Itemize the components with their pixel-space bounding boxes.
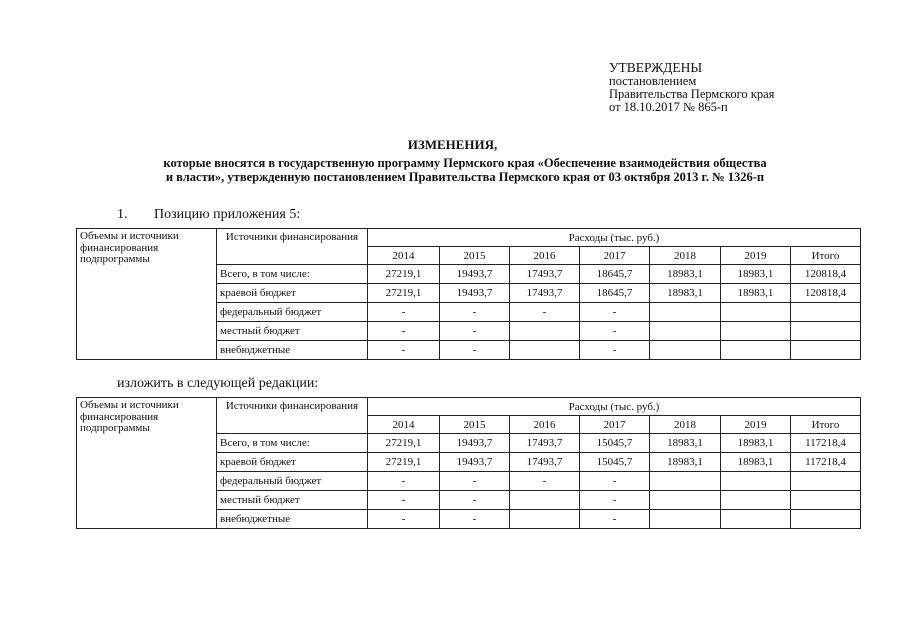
row-label-cell: краевой бюджет (217, 284, 368, 303)
financing-table-old (76, 228, 861, 360)
value-cell: 120818,4 (791, 265, 861, 284)
row-label-cell: федеральный бюджет (217, 472, 368, 491)
value-cell: 27219,1 (368, 265, 440, 284)
value-cell: 18983,1 (721, 453, 791, 472)
year-header-cell: 2018 (650, 416, 721, 434)
value-cell: 120818,4 (791, 284, 861, 303)
approval-line: постановлением (609, 74, 697, 88)
approval-line: Правительства Пермского края (609, 87, 775, 101)
value-cell: 18645,7 (580, 265, 650, 284)
value-cell: 19493,7 (440, 284, 510, 303)
year-header-cell: Итого (791, 247, 861, 265)
value-cell: - (368, 322, 440, 341)
row-label-cell: внебюджетные (217, 510, 368, 529)
value-cell: - (368, 491, 440, 510)
value-cell: 18983,1 (721, 434, 791, 453)
value-cell (510, 341, 580, 360)
year-header-cell: Итого (791, 416, 861, 434)
item-text: Позицию приложения 5: (154, 207, 301, 222)
replace-text: изложить в следующей редакции: (117, 376, 319, 391)
row-label-cell: местный бюджет (217, 491, 368, 510)
subtitle-line: которые вносятся в государственную программу Пермского края «Обеспечение взаимодействия общества (163, 156, 767, 170)
row-label-cell: местный бюджет (217, 322, 368, 341)
value-cell: - (580, 510, 650, 529)
value-cell: 15045,7 (580, 434, 650, 453)
value-cell (791, 322, 861, 341)
row-label-cell: Всего, в том числе: (217, 434, 368, 453)
row-label-cell: Всего, в том числе: (217, 265, 368, 284)
value-cell: 27219,1 (368, 453, 440, 472)
value-cell (721, 341, 791, 360)
value-cell: 18983,1 (650, 434, 721, 453)
row-label-cell: внебюджетные (217, 341, 368, 360)
value-cell (650, 341, 721, 360)
value-cell: - (580, 322, 650, 341)
value-cell: 18983,1 (650, 265, 721, 284)
value-cell: 19493,7 (440, 434, 510, 453)
value-cell: 117218,4 (791, 434, 861, 453)
approval-title: УТВЕРЖДЕНЫ (609, 60, 703, 75)
value-cell (650, 510, 721, 529)
value-cell: 27219,1 (368, 284, 440, 303)
value-cell (510, 510, 580, 529)
document-title: ИЗМЕНЕНИЯ, (407, 137, 498, 152)
row-header-cell: Объемы и источники финансирования подпрограммы (77, 229, 217, 360)
value-cell: - (368, 510, 440, 529)
value-cell (791, 472, 861, 491)
expenses-header-cell: Расходы (тыс. руб.) (368, 229, 861, 247)
year-header-cell: 2015 (440, 247, 510, 265)
year-header-cell: 2016 (510, 416, 580, 434)
source-header-cell: Источники финансирования (217, 229, 368, 265)
value-cell: - (440, 303, 510, 322)
value-cell (650, 322, 721, 341)
value-cell: - (580, 341, 650, 360)
expenses-header-cell: Расходы (тыс. руб.) (368, 398, 861, 416)
value-cell: - (580, 491, 650, 510)
value-cell: - (510, 303, 580, 322)
subtitle-line: и власти», утвержденную постановлением Правительства Пермского края от 03 октября 2013 г. № 1326-п (165, 170, 765, 184)
value-cell: - (440, 510, 510, 529)
value-cell: 17493,7 (510, 453, 580, 472)
value-cell (721, 322, 791, 341)
row-header-cell: Объемы и источники финансирования подпрограммы (77, 398, 217, 529)
year-header-cell: 2017 (580, 247, 650, 265)
value-cell: 17493,7 (510, 434, 580, 453)
value-cell (721, 303, 791, 322)
approval-date: от 18.10.2017 № 865-п (609, 100, 728, 114)
value-cell: - (368, 341, 440, 360)
value-cell (791, 510, 861, 529)
value-cell: - (580, 303, 650, 322)
document-subtitle (100, 156, 830, 184)
value-cell: 18983,1 (650, 453, 721, 472)
year-header-cell: 2015 (440, 416, 510, 434)
source-header-cell: Источники финансирования (217, 398, 368, 434)
approval-stamp (609, 60, 774, 114)
value-cell: 18983,1 (721, 265, 791, 284)
value-cell: 117218,4 (791, 453, 861, 472)
row-label-cell: краевой бюджет (217, 453, 368, 472)
year-header-cell: 2019 (721, 416, 791, 434)
value-cell: - (368, 303, 440, 322)
value-cell: - (368, 472, 440, 491)
value-cell: 15045,7 (580, 453, 650, 472)
table-header-row (77, 398, 861, 416)
value-cell (791, 303, 861, 322)
year-header-cell: 2014 (368, 247, 440, 265)
financing-table-new (76, 397, 861, 529)
value-cell: 18983,1 (650, 284, 721, 303)
value-cell (791, 491, 861, 510)
value-cell: 27219,1 (368, 434, 440, 453)
table-header-row (77, 229, 861, 247)
item-heading (117, 207, 300, 223)
year-header-cell: 2014 (368, 416, 440, 434)
value-cell (650, 303, 721, 322)
value-cell: 18983,1 (721, 284, 791, 303)
year-header-cell: 2017 (580, 416, 650, 434)
year-header-cell: 2019 (721, 247, 791, 265)
value-cell (721, 491, 791, 510)
row-label-cell: федеральный бюджет (217, 303, 368, 322)
value-cell (721, 510, 791, 529)
value-cell (650, 491, 721, 510)
value-cell: 17493,7 (510, 284, 580, 303)
value-cell: - (440, 491, 510, 510)
value-cell: - (510, 472, 580, 491)
value-cell: - (440, 472, 510, 491)
value-cell (510, 491, 580, 510)
year-header-cell: 2018 (650, 247, 721, 265)
item-number: 1. (117, 207, 128, 222)
value-cell: - (580, 472, 650, 491)
value-cell: 18645,7 (580, 284, 650, 303)
value-cell (650, 472, 721, 491)
value-cell: - (440, 341, 510, 360)
value-cell (721, 472, 791, 491)
value-cell: 17493,7 (510, 265, 580, 284)
value-cell (510, 322, 580, 341)
value-cell: 19493,7 (440, 453, 510, 472)
value-cell: 19493,7 (440, 265, 510, 284)
value-cell: - (440, 322, 510, 341)
value-cell (791, 341, 861, 360)
year-header-cell: 2016 (510, 247, 580, 265)
